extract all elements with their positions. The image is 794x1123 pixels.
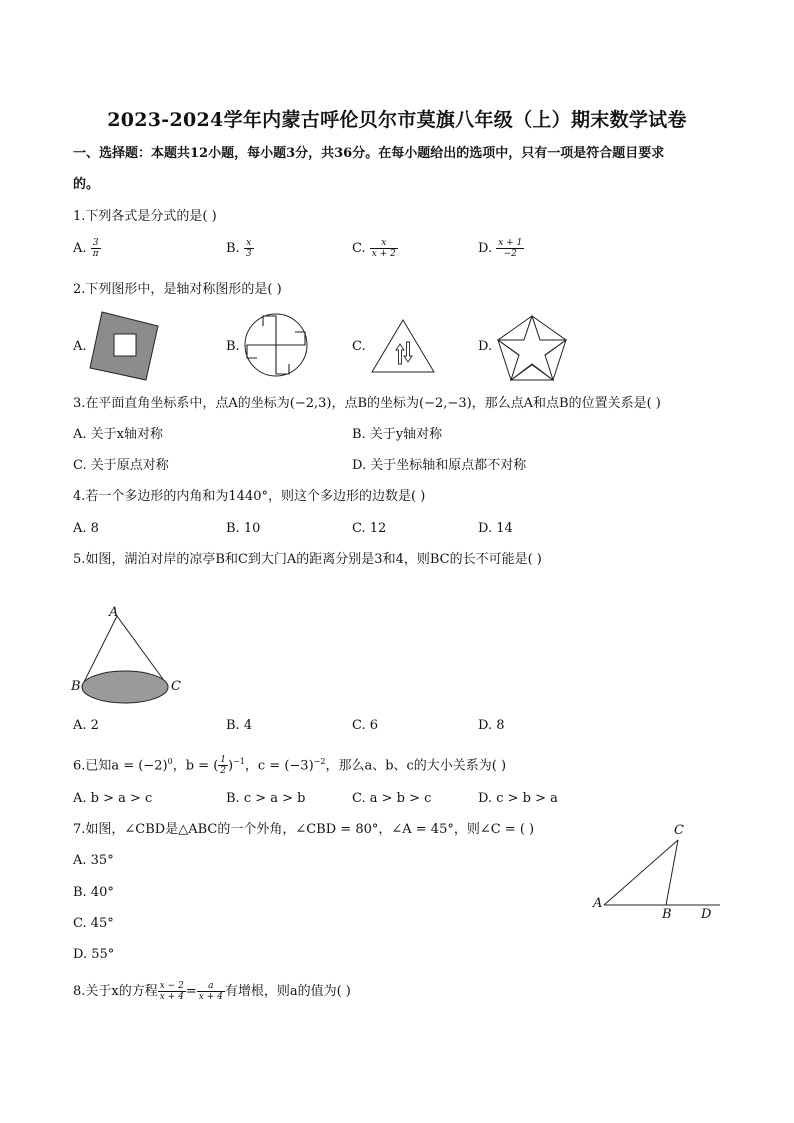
q6-stem-a: 6.已知a = (−2) bbox=[73, 758, 168, 774]
q1-b-fraction bbox=[244, 238, 254, 259]
q7-stem: 7.如图，∠CBD是△ABC的一个外角，∠CBD = 80°，∠A = 45°，则∠C = ( ) bbox=[73, 822, 535, 837]
q6-option-c: C. a > b > c bbox=[352, 791, 432, 806]
section-heading-line1: 一、选择题：本题共12小题，每小题3分，共36分。在每小题给出的选项中，只有一项是符合题目要求 bbox=[73, 146, 665, 161]
q2-stem: 2.下列图形中，是轴对称图形的是( ) bbox=[73, 282, 282, 297]
q5-option-d: D. 8 bbox=[478, 718, 505, 733]
q1-stem: 1.下列各式是分式的是( ) bbox=[73, 209, 217, 224]
q1-d-den: −2 bbox=[503, 249, 517, 259]
q8-left-den: x + 4 bbox=[159, 992, 184, 1002]
q1-option-d bbox=[478, 238, 524, 259]
q7-point-c-label: C bbox=[674, 823, 684, 838]
q6-stem bbox=[73, 754, 506, 776]
q8-stem-pre: 8.关于x的方程 bbox=[73, 984, 158, 999]
q1-c-den: x + 2 bbox=[371, 249, 396, 259]
q1-d-fraction bbox=[496, 238, 524, 259]
q8-left-fraction bbox=[158, 981, 186, 1002]
q6-half-den: 2 bbox=[220, 766, 227, 777]
q7-figure-triangle bbox=[590, 820, 730, 920]
q1-a-label: A. bbox=[73, 241, 87, 256]
q1-b-label: B. bbox=[226, 241, 240, 256]
q5-point-c-label: C bbox=[171, 679, 181, 694]
q1-d-num: x + 1 bbox=[498, 238, 523, 248]
q3-stem: 3.在平面直角坐标系中，点A的坐标为(−2,3)，点B的坐标为(−2,−3)，那么点A和点B的位置关系是( ) bbox=[73, 396, 661, 411]
section-heading-line2: 的。 bbox=[73, 177, 100, 192]
q3-option-c: C. 关于原点对称 bbox=[73, 458, 169, 473]
q1-option-b bbox=[226, 238, 254, 259]
q4-stem: 4.若一个多边形的内角和为1440°，则这个多边形的边数是( ) bbox=[73, 489, 426, 504]
q6-exp-m2: −2 bbox=[313, 757, 326, 766]
q6-half-fraction bbox=[218, 755, 228, 776]
q6-option-a: A. b > a > c bbox=[73, 791, 153, 806]
q2-d-figure-star-in-pentagon bbox=[496, 314, 568, 382]
q8-right-den: x + 4 bbox=[198, 992, 223, 1002]
q5-point-b-label: B bbox=[71, 679, 81, 694]
q7-point-b-label: B bbox=[662, 907, 672, 922]
q1-option-c bbox=[352, 238, 398, 259]
q2-b-figure-pinwheel-circle bbox=[243, 312, 309, 378]
q6-exp-m1: −1 bbox=[233, 757, 245, 766]
q1-a-fraction bbox=[91, 238, 101, 259]
q2-c-label: C. bbox=[352, 339, 366, 354]
q1-c-num: x bbox=[370, 238, 398, 249]
q2-d-label: D. bbox=[478, 339, 493, 354]
q6-stem-c: ，c = (−3) bbox=[244, 758, 314, 774]
q6-stem-b-close: ) bbox=[228, 758, 234, 774]
q1-d-label: D. bbox=[478, 241, 493, 256]
q1-option-a bbox=[73, 238, 101, 259]
q1-a-num: 3 bbox=[91, 238, 101, 249]
q6-half-num: 1 bbox=[220, 755, 227, 766]
q4-option-b: B. 10 bbox=[226, 521, 261, 536]
q7-option-b: B. 40° bbox=[73, 885, 114, 900]
q6-option-d: D. c > b > a bbox=[478, 791, 558, 806]
q2-a-figure-square-in-rotated-square bbox=[88, 310, 160, 382]
q5-option-a: A. 2 bbox=[73, 718, 99, 733]
q7-option-d: D. 55° bbox=[73, 947, 115, 962]
q8-left-num: x − 2 bbox=[159, 981, 184, 991]
q4-option-d: D. 14 bbox=[478, 521, 513, 536]
q8-right-fraction bbox=[197, 981, 225, 1002]
q1-c-label: C. bbox=[352, 241, 366, 256]
q6-stem-post: ，那么a、b、c的大小关系为( ) bbox=[325, 758, 507, 774]
q7-option-c: C. 45° bbox=[73, 916, 114, 931]
q2-c-figure-triangle-arrows bbox=[370, 318, 436, 374]
q5-point-a-label: A bbox=[109, 605, 119, 620]
q1-b-den: 3 bbox=[245, 249, 252, 259]
page-title: 2023-2024学年内蒙古呼伦贝尔市莫旗八年级（上）期末数学试卷 bbox=[107, 109, 687, 131]
q4-option-a: A. 8 bbox=[73, 521, 99, 536]
q1-c-fraction bbox=[370, 238, 398, 259]
q6-exp-0: 0 bbox=[167, 757, 173, 766]
q8-right-num: a bbox=[197, 981, 225, 992]
q5-option-b: B. 4 bbox=[226, 718, 253, 733]
q3-option-b: B. 关于y轴对称 bbox=[352, 427, 443, 442]
q7-point-a-label: A bbox=[593, 896, 603, 911]
q7-point-d-label: D bbox=[701, 907, 712, 922]
q3-option-d: D. 关于坐标轴和原点都不对称 bbox=[352, 458, 527, 473]
q5-stem: 5.如图，湖泊对岸的凉亭B和C到大门A的距离分别是3和4，则BC的长不可能是( ) bbox=[73, 552, 542, 567]
q8-stem-post: 有增根，则a的值为( ) bbox=[224, 984, 351, 999]
q1-a-den: π bbox=[92, 249, 99, 259]
q7-option-a: A. 35° bbox=[73, 853, 114, 868]
q6-option-b: B. c > a > b bbox=[226, 791, 306, 806]
q2-b-label: B. bbox=[226, 339, 240, 354]
q2-a-label: A. bbox=[73, 339, 87, 354]
q8-equals: = bbox=[185, 984, 197, 999]
q5-option-c: C. 6 bbox=[352, 718, 379, 733]
q6-stem-b: ，b = ( bbox=[172, 758, 219, 774]
q8-stem bbox=[73, 981, 351, 1002]
q1-b-num: x bbox=[244, 238, 254, 249]
q3-option-a: A. 关于x轴对称 bbox=[73, 427, 163, 442]
q4-option-c: C. 12 bbox=[352, 521, 387, 536]
